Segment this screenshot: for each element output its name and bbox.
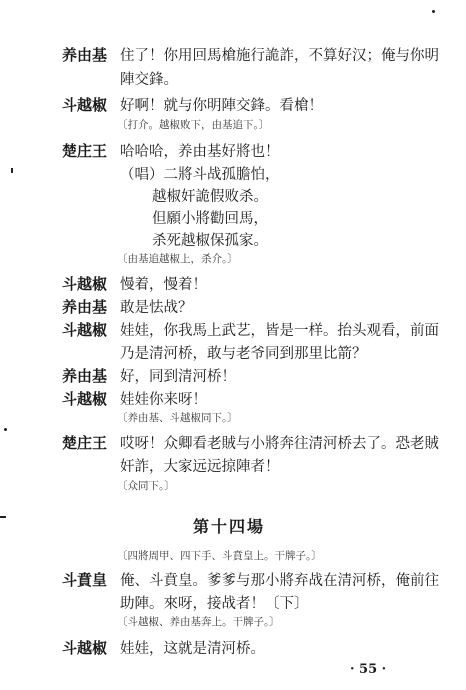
dialogue-text: 好啊！就与你明陣交鋒。看槍！ [120, 98, 323, 114]
speaker-name: 养由基 [62, 367, 108, 385]
scan-speck [11, 168, 13, 173]
dialogue-text: 俺、斗賁皇。爹爹与那小將弃战在清河桥，俺前往 [120, 573, 439, 589]
stage-direction: 〔众同下。〕 [117, 480, 175, 492]
stage-direction: 〔养由基、斗越椒同下。〕 [117, 412, 238, 424]
stage-direction: 〔打介。越椒败下，由基追下。〕 [117, 119, 270, 131]
scene-title: 第十四場 [193, 517, 266, 536]
song-line: 越椒奸詭假败杀。 [152, 189, 268, 205]
dialogue-text: 住了！你用回馬槍施行詭詐，不算好汉；俺与你明 [120, 48, 439, 64]
dialogue-text: 乃是清河桥，敢与老爷同到那里比箭？ [120, 346, 367, 362]
speaker-name: 养由基 [62, 46, 108, 64]
dialogue-text: 娃娃，你我馬上武艺，皆是一样。抬头观看，前面 [120, 323, 439, 339]
dialogue-text: 好，同到清河桥！ [120, 369, 236, 385]
speaker-name: 斗越椒 [62, 96, 108, 114]
dialogue-text: 慢着，慢着！ [120, 277, 207, 293]
song-line: 但願小將勸回馬， [152, 211, 268, 227]
speaker-name: 养由基 [62, 298, 108, 316]
dialogue-text: 助陣。來呀，接战者！〔下〕 [120, 596, 309, 612]
speaker-name: 楚庄王 [62, 434, 108, 452]
scan-speck [4, 428, 7, 431]
speaker-name: 斗越椒 [62, 639, 108, 657]
dialogue-text: 娃娃你来呀！ [120, 392, 207, 408]
speaker-name: 楚庄王 [62, 142, 108, 160]
dialogue-text: 敢是怯战？ [120, 300, 193, 316]
dialogue-text: 奸詐，大家远远掠陣者！ [120, 459, 280, 475]
dialogue-text: 娃娃，这就是清河桥。 [120, 641, 265, 657]
dialogue-text: 哎呀！众卿看老賊与小將奔往清河桥去了。恐老賊 [120, 436, 439, 452]
speaker-name: 斗越椒 [62, 390, 108, 408]
scan-speck [432, 10, 435, 13]
stage-direction: 〔四將周甲、四下手、斗賁皇上。干牌子。〕 [117, 550, 322, 562]
speaker-name: 斗賁皇 [62, 571, 108, 589]
speaker-name: 斗越椒 [62, 321, 108, 339]
stage-direction: 〔由基追越椒上，杀介。〕 [117, 253, 238, 265]
song-line: 杀死越椒保孤家。 [152, 233, 268, 249]
song-line: （唱）二將斗战孤膽怕， [120, 167, 280, 183]
speaker-name: 斗越椒 [62, 275, 108, 293]
dialogue-text: 哈哈哈，养由基好將也！ [120, 144, 280, 160]
stage-direction: 〔斗越椒、养由基奔上。干牌子。〕 [117, 616, 280, 628]
page-number: · 55 · [350, 662, 387, 677]
dialogue-text: 陣交鋒。 [120, 72, 178, 88]
scan-edge-mark [0, 516, 6, 518]
